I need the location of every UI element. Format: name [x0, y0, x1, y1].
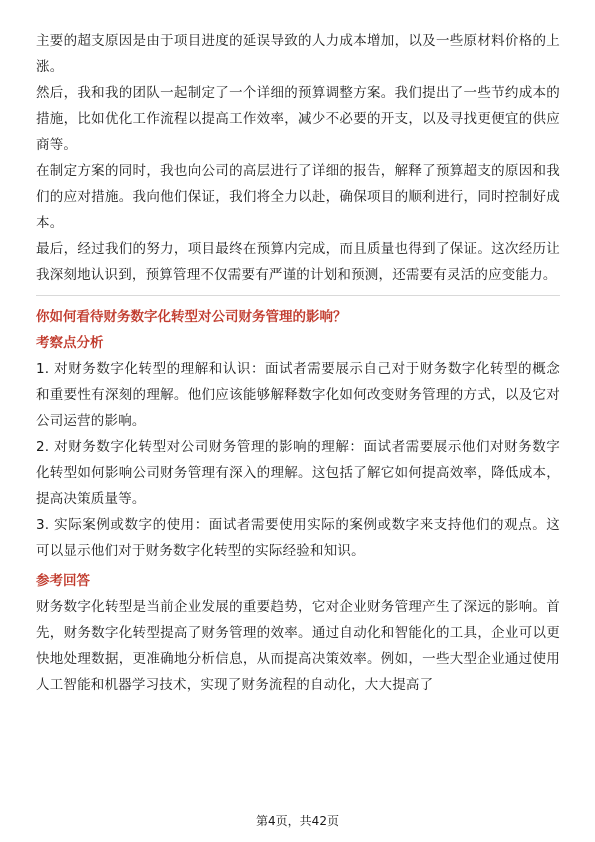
analysis-item: 2. 对财务数字化转型对公司财务管理的影响的理解：面试者需要展示他们对财务数字化转型如何影响公司财务管理有深入的理解。这包括了解它如何提高效率，降低成本，提高决策质量等。: [36, 439, 560, 507]
body-paragraph: 最后，经过我们的努力，项目最终在预算内完成，而且质量也得到了保证。这次经历让我深刻地认识到，预算管理不仅需要有严谨的计划和预测，还需要有灵活的应变能力。: [36, 241, 560, 283]
question-title: 你如何看待财务数字化转型对公司财务管理的影响？: [36, 309, 347, 325]
analysis-item: 3. 实际案例或数字的使用：面试者需要使用实际的案例或数字来支持他们的观点。这可以显示他们对于财务数字化转型的实际经验和知识。: [36, 517, 560, 559]
page-number: 第4页，共42页: [256, 814, 339, 828]
document-page: [36, 28, 560, 698]
answer-heading: 参考回答: [36, 573, 90, 589]
body-paragraph: 主要的超支原因是由于项目进度的延误导致的人力成本增加，以及一些原材料价格的上涨。: [36, 33, 560, 75]
section-divider: [36, 295, 560, 296]
analysis-heading: 考察点分析: [36, 335, 104, 351]
body-paragraph: 然后，我和我的团队一起制定了一个详细的预算调整方案。我们提出了一些节约成本的措施，比如优化工作流程以提高工作效率，减少不必要的开支，以及寻找更便宜的供应商等。: [36, 85, 560, 153]
analysis-item: 1. 对财务数字化转型的理解和认识：面试者需要展示自己对于财务数字化转型的概念和重要性有深刻的理解。他们应该能够解释数字化如何改变财务管理的方式，以及它对公司运营的影响。: [36, 361, 560, 429]
answer-paragraph: 财务数字化转型是当前企业发展的重要趋势，它对企业财务管理产生了深远的影响。首先，财务数字化转型提高了财务管理的效率。通过自动化和智能化的工具，企业可以更快地处理数据，更准确地分析信息，从而提高决策效率。例如，一些大型企业通过使用人工智能和机器学习技术，实现了财务流程的自动化，大大提高了: [36, 599, 560, 693]
body-paragraph: 在制定方案的同时，我也向公司的高层进行了详细的报告，解释了预算超支的原因和我们的应对措施。我向他们保证，我们将全力以赴，确保项目的顺利进行，同时控制好成本。: [36, 163, 560, 231]
